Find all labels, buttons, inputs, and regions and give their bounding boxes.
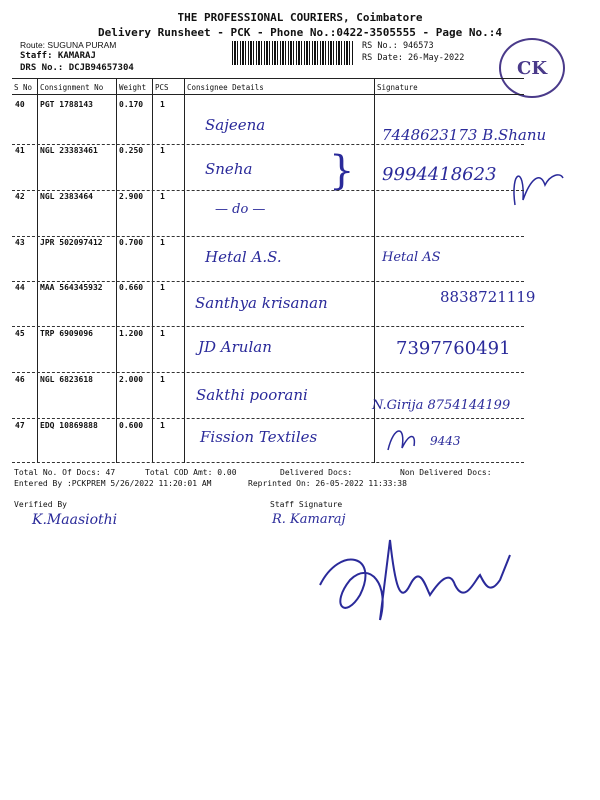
row-weight: 2.000 bbox=[119, 375, 144, 384]
runsheet-title: Delivery Runsheet - PCK - Phone No.:0422-3505555 - Page No.:4 bbox=[98, 26, 502, 39]
row-signature: 9443 bbox=[430, 434, 461, 448]
row-signature: 7397760491 bbox=[396, 338, 511, 359]
table-header-rule bbox=[12, 94, 524, 95]
row-signature: 9994418623 bbox=[382, 164, 497, 185]
row-consignment: NGL 6823618 bbox=[40, 375, 93, 384]
row-sno: 40 bbox=[15, 100, 25, 109]
row-divider bbox=[12, 144, 524, 145]
row-weight: 0.660 bbox=[119, 283, 144, 292]
row-signature: 8838721119 bbox=[440, 288, 536, 306]
col-divider bbox=[37, 78, 38, 463]
row-divider bbox=[12, 236, 524, 237]
row-consignment: JPR 502097412 bbox=[40, 238, 103, 247]
verified-by-signature: K.Maasiothi bbox=[32, 512, 118, 528]
col-header-weight: Weight bbox=[119, 83, 147, 92]
row-pcs: 1 bbox=[160, 421, 165, 430]
col-divider bbox=[116, 78, 117, 463]
col-divider bbox=[184, 78, 185, 463]
delivered-docs: Delivered Docs: bbox=[280, 468, 353, 477]
row-pcs: 1 bbox=[160, 375, 165, 384]
row-consignee: — do — bbox=[215, 202, 266, 217]
staff-label: Staff: KAMARAJ bbox=[20, 51, 96, 61]
row-pcs: 1 bbox=[160, 238, 165, 247]
row-consignee: Hetal A.S. bbox=[205, 248, 282, 266]
row-sno: 42 bbox=[15, 192, 25, 201]
barcode bbox=[232, 41, 354, 65]
row-pcs: 1 bbox=[160, 146, 165, 155]
row-weight: 0.700 bbox=[119, 238, 144, 247]
col-header-consignment: Consignment No bbox=[40, 83, 104, 92]
company-title: THE PROFESSIONAL COURIERS, Coimbatore bbox=[177, 11, 423, 24]
row-weight: 0.250 bbox=[119, 146, 144, 155]
row-divider bbox=[12, 281, 524, 282]
row-pcs: 1 bbox=[160, 283, 165, 292]
verified-by-label: Verified By bbox=[14, 500, 67, 509]
row-consignment: PGT 1788143 bbox=[40, 100, 93, 109]
staff-signature-scribble bbox=[300, 525, 540, 635]
reprinted-on: Reprinted On: 26-05-2022 11:33:38 bbox=[248, 479, 407, 488]
non-delivered-docs: Non Delivered Docs: bbox=[400, 468, 492, 477]
row-pcs: 1 bbox=[160, 329, 165, 338]
row-sno: 47 bbox=[15, 421, 25, 430]
row-pcs: 1 bbox=[160, 100, 165, 109]
row-divider bbox=[12, 190, 524, 191]
row-weight: 2.900 bbox=[119, 192, 144, 201]
col-divider bbox=[152, 78, 153, 463]
row-consignment: MAA 564345932 bbox=[40, 283, 103, 292]
row-consignee: Sakthi poorani bbox=[196, 386, 308, 404]
row-divider bbox=[12, 372, 524, 373]
table-top-rule bbox=[12, 78, 524, 79]
row-consignee: Fission Textiles bbox=[200, 428, 318, 446]
row-sno: 44 bbox=[15, 283, 25, 292]
row-signature: N.Girija 8754144199 bbox=[372, 398, 511, 413]
staff-signature-label: Staff Signature bbox=[270, 500, 343, 509]
col-header-sno: S No bbox=[14, 83, 33, 92]
row-consignment: EDQ 10869888 bbox=[40, 421, 98, 430]
row-consignee: JD Arulan bbox=[198, 338, 272, 356]
rs-number: RS No.: 946573 bbox=[362, 41, 434, 51]
col-header-signature: Signature bbox=[377, 83, 418, 92]
row-weight: 0.170 bbox=[119, 100, 144, 109]
brace-mark: } bbox=[329, 148, 355, 194]
handwritten-signature bbox=[384, 420, 420, 456]
row-signature: 7448623173 B.Shanu bbox=[382, 126, 547, 144]
row-divider bbox=[12, 418, 524, 419]
col-header-pcs: PCS bbox=[155, 83, 169, 92]
row-divider bbox=[12, 462, 524, 463]
row-signature: Hetal AS bbox=[382, 250, 441, 265]
staff-signature-name: R. Kamaraj bbox=[272, 512, 346, 527]
row-consignment: NGL 23383461 bbox=[40, 146, 98, 155]
row-consignee: Sneha bbox=[205, 160, 253, 178]
row-sno: 43 bbox=[15, 238, 25, 247]
row-consignment: TRP 6909096 bbox=[40, 329, 93, 338]
row-pcs: 1 bbox=[160, 192, 165, 201]
row-weight: 0.600 bbox=[119, 421, 144, 430]
rs-date: RS Date: 26-May-2022 bbox=[362, 53, 465, 63]
total-cod-amount: Total COD Amt: 0.00 bbox=[145, 468, 237, 477]
row-consignment: NGL 2383464 bbox=[40, 192, 93, 201]
office-stamp: CK bbox=[499, 38, 565, 98]
row-divider bbox=[12, 326, 524, 327]
row-sno: 41 bbox=[15, 146, 25, 155]
entered-by: Entered By :PCKPREM 5/26/2022 11:20:01 AM bbox=[14, 479, 212, 488]
row-weight: 1.200 bbox=[119, 329, 144, 338]
total-docs: Total No. Of Docs: 47 bbox=[14, 468, 116, 477]
row-consignee: Santhya krisanan bbox=[195, 294, 328, 312]
route-label: Route: SUGUNA PURAM bbox=[20, 40, 117, 50]
row-sno: 45 bbox=[15, 329, 25, 338]
col-header-consignee: Consignee Details bbox=[187, 83, 264, 92]
row-consignee: Sajeena bbox=[205, 116, 266, 134]
drs-number: DRS No.: DCJB94657304 bbox=[20, 63, 134, 73]
handwritten-signature bbox=[505, 160, 565, 210]
row-sno: 46 bbox=[15, 375, 25, 384]
